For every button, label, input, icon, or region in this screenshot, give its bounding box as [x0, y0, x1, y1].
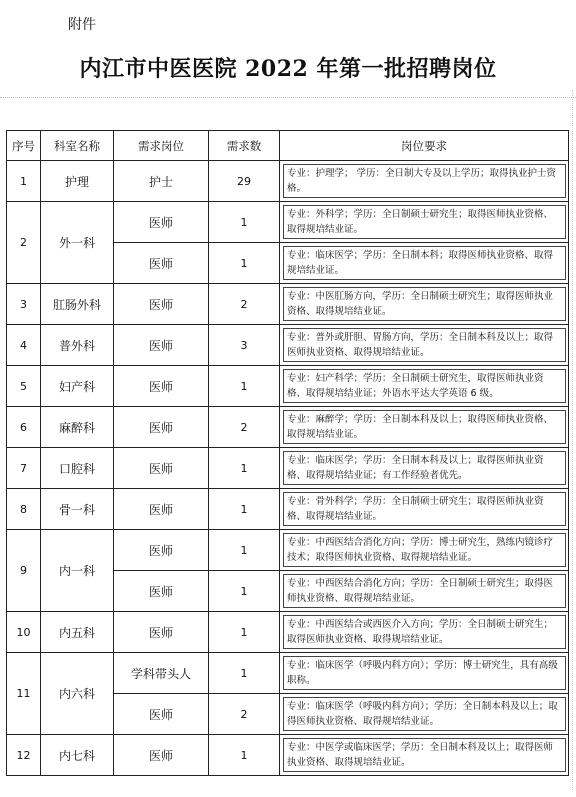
cell-post: 医师 — [114, 325, 209, 366]
cell-no: 8 — [7, 489, 41, 530]
requirements-text: 专业：护理学； 学历：全日制大专及以上学历；取得执业护士资格。 — [283, 164, 566, 198]
attachment-label: 附件 — [68, 17, 96, 33]
cell-dept: 外一科 — [41, 202, 114, 284]
col-header-dept: 科室名称 — [41, 131, 114, 161]
cell-requirements — [280, 448, 569, 489]
requirements-text: 专业：麻醉学；学历：全日制本科及以上；取得医师执业资格、取得规培结业证。 — [283, 410, 566, 444]
table-row — [7, 530, 569, 571]
table-row — [7, 407, 569, 448]
table-row — [7, 366, 569, 407]
cell-requirements — [280, 571, 569, 612]
cell-dept: 内七科 — [41, 735, 114, 776]
page-margin-guide-vertical — [572, 90, 573, 790]
cell-dept: 妇产科 — [41, 366, 114, 407]
cell-count: 1 — [209, 448, 280, 489]
positions-table — [6, 130, 569, 776]
col-header-post: 需求岗位 — [114, 131, 209, 161]
cell-count: 1 — [209, 366, 280, 407]
table-row — [7, 653, 569, 694]
cell-post: 医师 — [114, 489, 209, 530]
cell-no: 2 — [7, 202, 41, 284]
cell-no: 3 — [7, 284, 41, 325]
cell-post: 医师 — [114, 694, 209, 735]
cell-count: 2 — [209, 407, 280, 448]
cell-requirements — [280, 202, 569, 243]
cell-post: 医师 — [114, 448, 209, 489]
cell-dept: 护理 — [41, 161, 114, 202]
requirements-text: 专业：普外或肝胆、胃肠方向，学历：全日制本科及以上；取得医师执业资格、取得规培结业证。 — [283, 328, 566, 362]
cell-no: 4 — [7, 325, 41, 366]
cell-post: 医师 — [114, 243, 209, 284]
requirements-text: 专业：妇产科学；学历：全日制硕士研究生，取得医师执业资格、取得规培结业证；外语水平达大学英语 6 级。 — [283, 369, 566, 403]
cell-requirements — [280, 735, 569, 776]
page-title: 内江市中医医院 2022 年第一批招聘岗位 — [79, 56, 497, 82]
requirements-text: 专业：骨外科学；学历：全日制硕士研究生；取得医师执业资格、取得规培结业证。 — [283, 492, 566, 526]
cell-no: 11 — [7, 653, 41, 735]
cell-no: 9 — [7, 530, 41, 612]
cell-count: 2 — [209, 694, 280, 735]
cell-post: 学科带头人 — [114, 653, 209, 694]
cell-post: 医师 — [114, 284, 209, 325]
cell-no: 6 — [7, 407, 41, 448]
cell-dept: 内五科 — [41, 612, 114, 653]
cell-dept: 麻醉科 — [41, 407, 114, 448]
cell-count: 1 — [209, 571, 280, 612]
table-row — [7, 284, 569, 325]
cell-no: 12 — [7, 735, 41, 776]
cell-no: 5 — [7, 366, 41, 407]
cell-requirements — [280, 530, 569, 571]
table-header-row — [7, 131, 569, 161]
cell-requirements — [280, 161, 569, 202]
cell-post: 医师 — [114, 366, 209, 407]
page-margin-guide — [0, 97, 576, 98]
requirements-text: 专业：外科学；学历：全日制硕士研究生；取得医师执业资格、取得规培结业证。 — [283, 205, 566, 239]
cell-count: 1 — [209, 612, 280, 653]
cell-post: 医师 — [114, 407, 209, 448]
cell-dept: 骨一科 — [41, 489, 114, 530]
cell-count: 29 — [209, 161, 280, 202]
cell-count: 2 — [209, 284, 280, 325]
cell-requirements — [280, 612, 569, 653]
cell-no: 10 — [7, 612, 41, 653]
cell-count: 1 — [209, 735, 280, 776]
cell-dept: 肛肠外科 — [41, 284, 114, 325]
requirements-text: 专业：临床医学；学历：全日制本科；取得医师执业资格、取得规培结业证。 — [283, 246, 566, 280]
col-header-requirements: 岗位要求 — [280, 131, 569, 161]
requirements-text: 专业：临床医学；学历：全日制本科及以上；取得医师执业资格、取得规培结业证；有工作经验者优先。 — [283, 451, 566, 485]
cell-count: 1 — [209, 202, 280, 243]
cell-post: 医师 — [114, 612, 209, 653]
table-row — [7, 325, 569, 366]
table-row — [7, 448, 569, 489]
cell-post: 医师 — [114, 530, 209, 571]
cell-count: 1 — [209, 243, 280, 284]
cell-post: 医师 — [114, 202, 209, 243]
cell-post: 医师 — [114, 571, 209, 612]
cell-requirements — [280, 284, 569, 325]
cell-count: 1 — [209, 530, 280, 571]
requirements-text: 专业：中西医结合消化方向；学历：全日制硕士研究生；取得医师执业资格、取得规培结业证。 — [283, 574, 566, 608]
requirements-text: 专业：临床医学（呼吸内科方向）；学历：博士研究生，具有高级职称。 — [283, 656, 566, 690]
cell-requirements — [280, 366, 569, 407]
requirements-text: 专业：中西医结合消化方向；学历：博士研究生，熟练内镜诊疗技术；取得医师执业资格、取得规培结业证。 — [283, 533, 566, 567]
cell-requirements — [280, 407, 569, 448]
table-row — [7, 202, 569, 243]
cell-count: 3 — [209, 325, 280, 366]
cell-post: 护士 — [114, 161, 209, 202]
cell-requirements — [280, 243, 569, 284]
cell-count: 1 — [209, 489, 280, 530]
table-row — [7, 735, 569, 776]
col-header-no: 序号 — [7, 131, 41, 161]
cell-dept: 内一科 — [41, 530, 114, 612]
cell-requirements — [280, 325, 569, 366]
cell-count: 1 — [209, 653, 280, 694]
requirements-text: 专业：中医肛肠方向，学历：全日制硕士研究生；取得医师执业资格、取得规培结业证。 — [283, 287, 566, 321]
cell-dept: 普外科 — [41, 325, 114, 366]
table-row — [7, 612, 569, 653]
cell-requirements — [280, 653, 569, 694]
cell-no: 1 — [7, 161, 41, 202]
cell-dept: 口腔科 — [41, 448, 114, 489]
cell-requirements — [280, 489, 569, 530]
requirements-text: 专业：中医学或临床医学；学历：全日制本科及以上；取得医师执业资格、取得规培结业证。 — [283, 738, 566, 772]
requirements-text: 专业：临床医学（呼吸内科方向）；学历：全日制本科及以上；取得医师执业资格、取得规培结业证。 — [283, 697, 566, 731]
col-header-count: 需求数 — [209, 131, 280, 161]
table-row — [7, 161, 569, 202]
table-row — [7, 489, 569, 530]
cell-no: 7 — [7, 448, 41, 489]
requirements-text: 专业：中西医结合或西医介入方向；学历：全日制硕士研究生；取得医师执业资格、取得规培结业证。 — [283, 615, 566, 649]
cell-dept: 内六科 — [41, 653, 114, 735]
cell-post: 医师 — [114, 735, 209, 776]
cell-requirements — [280, 694, 569, 735]
